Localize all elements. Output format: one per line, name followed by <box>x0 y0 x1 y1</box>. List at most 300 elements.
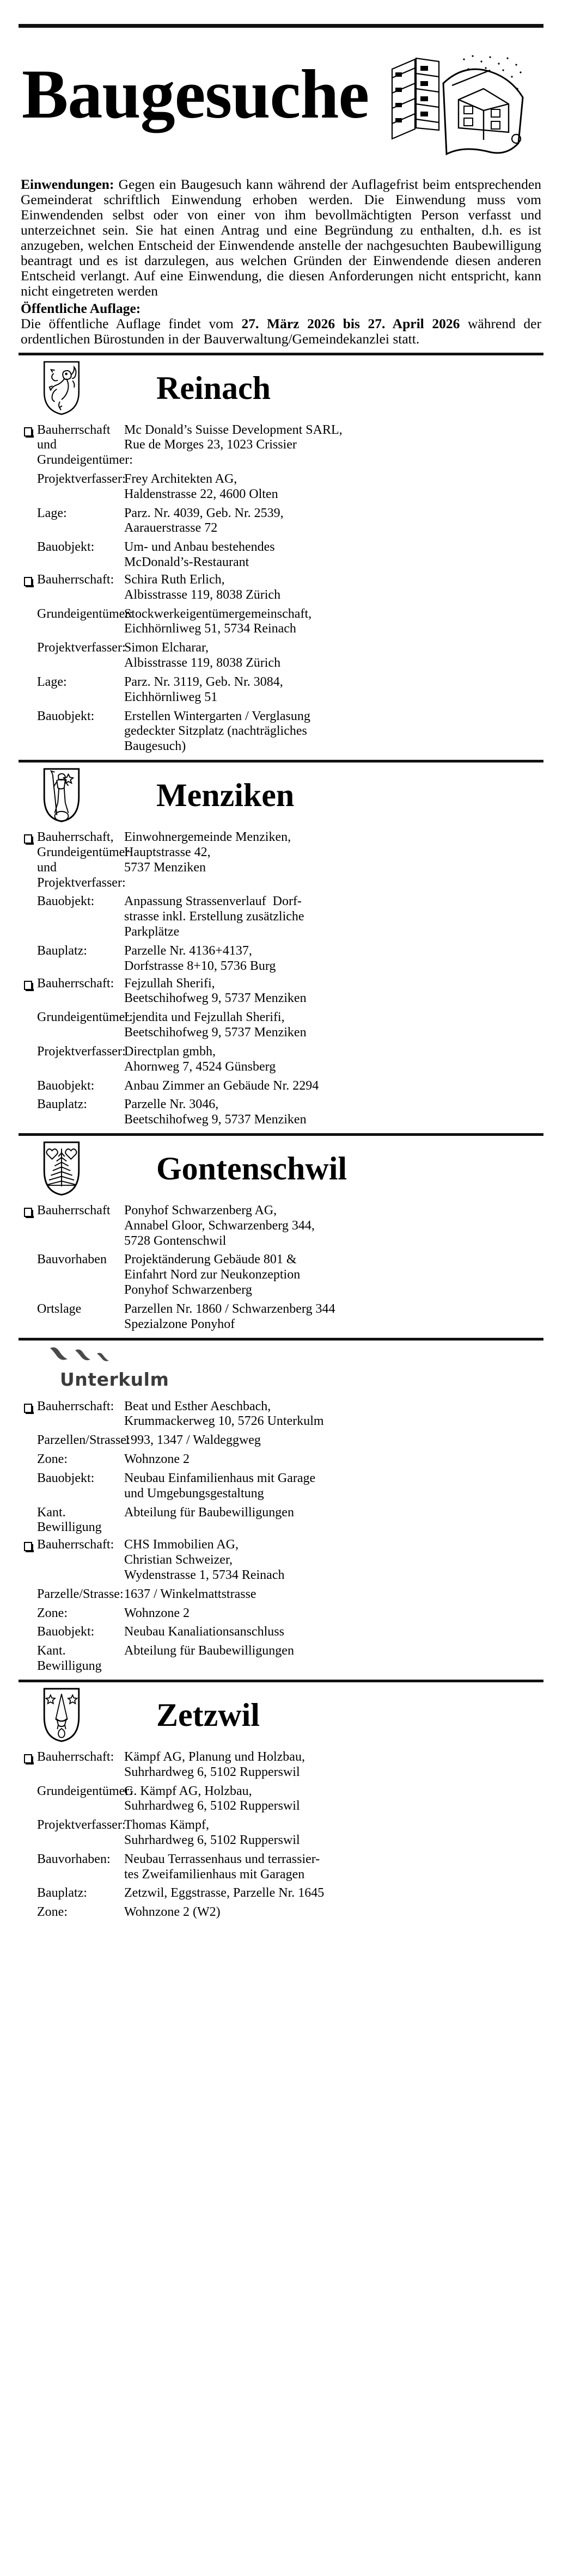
value-line: Haldenstrasse 22, 4600 Olten <box>124 487 278 501</box>
label-line: Bauherrschaft: <box>37 1399 114 1413</box>
bullet-cell <box>19 423 37 436</box>
entry-row <box>19 1097 543 1128</box>
value-line: Beat und Esther Aeschbach, <box>124 1399 271 1413</box>
value-line: Suhrhardweg 6, 5102 Rupperswil <box>124 1799 300 1813</box>
value-line: Beetschihofweg 9, 5737 Menziken <box>124 1025 307 1040</box>
label-line: Grundeigentümer: <box>37 606 133 621</box>
entry-row <box>19 1905 543 1920</box>
label-line: Bauplatz: <box>37 1097 87 1112</box>
entry-row <box>19 1452 543 1467</box>
entry-row <box>19 1538 543 1583</box>
value-line: Parz. Nr. 3119, Geb. Nr. 3084, <box>124 674 283 689</box>
label-line: Zone: <box>37 1606 68 1620</box>
field-value <box>122 675 543 705</box>
entry-row <box>19 1079 543 1094</box>
entry-row <box>19 830 543 890</box>
value-line: Directplan gmbh, <box>124 1044 216 1059</box>
field-value <box>122 1625 543 1640</box>
auflage-heading: Öffentliche Auflage: <box>21 300 141 317</box>
bullet-cell <box>19 1399 37 1413</box>
value-line: Wohnzone 2 <box>124 1452 190 1467</box>
value-line: Abteilung für Baubewilligungen <box>124 1505 294 1520</box>
label-line: Grundeigentümer <box>37 845 130 859</box>
label-line: Bauobjekt: <box>37 894 95 909</box>
value-line: CHS Immobilien AG, <box>124 1538 239 1552</box>
field-value <box>122 830 543 875</box>
entry-row <box>19 1433 543 1448</box>
baugesuch-entry <box>19 1203 543 1332</box>
value-line: Neubau Terrassenhaus und terrassier- <box>124 1852 320 1866</box>
bullet-cell <box>19 1044 37 1049</box>
value-line: Neubau Kanaliationsanschluss <box>124 1625 284 1639</box>
entry-row <box>19 1302 543 1332</box>
entry-row <box>19 1399 543 1430</box>
municipality-section <box>19 1680 543 1920</box>
field-label <box>37 1905 122 1920</box>
bullet-cell <box>19 472 37 476</box>
bullet-cell <box>19 1784 37 1788</box>
value-line: Hauptstrasse 42, <box>124 845 211 859</box>
municipality-list <box>19 353 543 1921</box>
value-line: Anbau Zimmer an Gebäude Nr. 2294 <box>124 1078 319 1093</box>
value-line: Parzelle Nr. 4136+4137, <box>124 943 252 958</box>
entry-row <box>19 1852 543 1883</box>
baugesuch-entry <box>19 1538 543 1674</box>
bullet-cell <box>19 1625 37 1629</box>
label-line: Zone: <box>37 1452 68 1467</box>
label-line: Bauplatz: <box>37 1886 87 1901</box>
value-line: McDonald’s-Restaurant <box>124 555 249 570</box>
man-with-spear-and-star-shield-icon <box>40 767 83 823</box>
label-line: und Projektverfasser: <box>37 860 126 890</box>
field-label <box>37 894 122 909</box>
entry-row <box>19 423 543 468</box>
field-label <box>37 1625 122 1640</box>
bullet-cell <box>19 506 37 511</box>
value-line: Albisstrasse 119, 8038 Zürich <box>124 656 281 671</box>
baugesuch-entry <box>19 1750 543 1920</box>
ploughshare-with-two-stars-shield-icon <box>40 1687 83 1743</box>
label-line: Grundeigentümer: <box>37 453 133 468</box>
field-value <box>122 1750 543 1780</box>
checkbox-bullet-icon <box>24 427 32 436</box>
field-value <box>122 1606 543 1621</box>
label-line: Bauobjekt: <box>37 540 95 555</box>
label-line: Bauobjekt: <box>37 709 95 723</box>
value-line: Suhrhardweg 6, 5102 Rupperswil <box>124 1833 300 1847</box>
value-line: tes Zweifamilienhaus mit Garagen <box>124 1867 305 1882</box>
label-line: Bauherrschaft, <box>37 830 114 845</box>
value-line: Ljendita und Fejzullah Sherifi, <box>124 1010 285 1025</box>
field-label <box>37 1471 122 1486</box>
entry-row <box>19 1505 543 1536</box>
field-label <box>37 472 126 487</box>
field-label <box>37 641 126 656</box>
bullet-cell <box>19 1505 37 1510</box>
field-label <box>37 1505 122 1536</box>
checkbox-bullet-icon <box>24 834 32 844</box>
auflage-text-1: Die öffentliche Auflage findet vom <box>21 316 242 332</box>
field-value <box>122 423 543 453</box>
value-line: Um- und Anbau bestehendes <box>124 540 275 555</box>
bullet-cell <box>19 1302 37 1306</box>
blueprint-building-icon <box>382 47 529 164</box>
label-line: Kant. Bewilligung <box>37 1505 102 1535</box>
label-line: Ortslage <box>37 1301 82 1316</box>
field-label <box>37 1852 122 1867</box>
field-label <box>37 606 133 622</box>
value-line: Fejzullah Sherifi, <box>124 976 215 991</box>
checkbox-bullet-icon <box>24 1208 32 1217</box>
municipality-header <box>19 1341 543 1397</box>
municipality-name: Gontenschwil <box>156 1150 347 1186</box>
entry-row <box>19 607 543 637</box>
label-line: Bauherrschaft: <box>37 572 114 587</box>
label-line: Lage: <box>37 674 67 689</box>
value-line: 1637 / Winkelmattstrasse <box>124 1587 256 1601</box>
bullet-cell <box>19 1818 37 1822</box>
entry-row <box>19 573 543 603</box>
field-label <box>37 830 130 890</box>
label-line: Bauvorhaben <box>37 1252 107 1267</box>
value-line: Beetschihofweg 9, 5737 Menziken <box>124 991 307 1006</box>
value-line: Einwohnergemeinde Menziken, <box>124 830 291 845</box>
entry-row <box>19 1587 543 1602</box>
value-line: Mc Donald’s Suisse Development SARL, <box>124 422 343 437</box>
field-value <box>122 1044 543 1075</box>
value-line: Kämpf AG, Planung und Holzbau, <box>124 1749 305 1764</box>
value-line: Simon Elcharar, <box>124 641 209 655</box>
value-line: Thomas Kämpf, <box>124 1818 209 1833</box>
field-value <box>122 1302 543 1332</box>
entry-row <box>19 1044 543 1075</box>
field-value <box>122 1010 543 1041</box>
field-value <box>122 1886 543 1901</box>
value-line: Frey Architekten AG, <box>124 472 237 486</box>
bullet-cell <box>19 1433 37 1437</box>
value-line: gedeckter Sitzplatz (nachträgliches <box>124 724 307 739</box>
label-line: Bauobjekt: <box>37 1625 95 1639</box>
label-line: Bauobjekt: <box>37 1471 95 1485</box>
municipality-logo <box>38 1345 218 1397</box>
value-line: Suhrhardweg 6, 5102 Rupperswil <box>124 1765 300 1779</box>
field-label <box>37 1399 122 1415</box>
field-value <box>122 1433 543 1448</box>
checkbox-bullet-icon <box>24 1542 32 1551</box>
label-line: Bauvorhaben: <box>37 1852 111 1866</box>
entry-row <box>19 641 543 671</box>
field-value <box>122 1818 543 1848</box>
entry-row <box>19 506 543 537</box>
label-line: Kant. Bewilligung <box>37 1644 102 1674</box>
municipality-header <box>19 763 543 828</box>
field-value <box>122 1852 543 1883</box>
value-line: Neubau Einfamilienhaus mit Garage <box>124 1471 316 1485</box>
bullet-cell <box>19 641 37 645</box>
field-value <box>122 1399 543 1430</box>
bullet-cell <box>19 573 37 586</box>
bullet-cell <box>19 1644 37 1648</box>
bullet-cell <box>19 1538 37 1551</box>
label-line: Projektverfasser: <box>37 1044 126 1059</box>
checkbox-bullet-icon <box>24 577 32 586</box>
label-line: Bauplatz: <box>37 943 87 958</box>
bullet-cell <box>19 1097 37 1102</box>
value-line: Eichhörnliweg 51 <box>124 690 218 704</box>
entry-row <box>19 1784 543 1815</box>
field-label <box>37 1886 122 1901</box>
field-label <box>37 1587 122 1602</box>
entry-row <box>19 1644 543 1674</box>
municipality-name: Zetzwil <box>156 1696 260 1733</box>
value-line: Parz. Nr. 4039, Geb. Nr. 2539, <box>124 506 284 520</box>
field-value <box>122 540 543 570</box>
lion-rampant-shield-icon <box>40 360 83 416</box>
value-line: Abteilung für Baubewilligungen <box>124 1644 294 1658</box>
baugesuch-entry <box>19 976 543 1128</box>
field-value <box>122 944 543 974</box>
entry-row <box>19 709 543 754</box>
baugesuch-entry <box>19 423 543 570</box>
value-line: Zetzwil, Eggstrasse, Parzelle Nr. 1645 <box>124 1886 325 1901</box>
field-value <box>122 1538 543 1583</box>
value-line: Ponyhof Schwarzenberg <box>124 1283 252 1298</box>
field-value <box>122 1784 543 1815</box>
field-label <box>37 1044 126 1060</box>
bullet-cell <box>19 1905 37 1909</box>
label-line: Bauherrschaft <box>37 1203 111 1218</box>
field-value <box>122 1905 543 1920</box>
value-line: Erstellen Wintergarten / Verglasung <box>124 709 310 723</box>
field-label <box>37 1750 122 1765</box>
entry-row <box>19 675 543 705</box>
field-value <box>122 976 543 1007</box>
bullet-cell <box>19 1452 37 1456</box>
field-label <box>37 1302 122 1317</box>
entry-row <box>19 540 543 570</box>
field-value <box>122 573 543 603</box>
bullet-cell <box>19 830 37 844</box>
value-line: Krummackerweg 10, 5726 Unterkulm <box>124 1414 324 1429</box>
field-label <box>37 944 122 959</box>
entry-row <box>19 1606 543 1621</box>
value-line: Parzelle Nr. 3046, <box>124 1097 219 1112</box>
bullet-cell <box>19 1606 37 1610</box>
label-line: Parzelle/Strasse: <box>37 1587 124 1601</box>
page-title: Baugesuche <box>22 56 369 133</box>
value-line: Wohnzone 2 (W2) <box>124 1905 221 1920</box>
value-line: Annabel Gloor, Schwarzenberg 344, <box>124 1218 315 1233</box>
field-value <box>122 506 543 537</box>
masthead-top-rule <box>19 24 543 28</box>
field-value <box>122 1644 543 1659</box>
field-label <box>37 1079 122 1094</box>
municipality-header <box>19 1136 543 1201</box>
field-label <box>37 1818 126 1833</box>
bullet-cell <box>19 1852 37 1856</box>
baugesuch-entry <box>19 830 543 974</box>
field-label <box>37 1538 122 1553</box>
checkbox-bullet-icon <box>24 981 32 990</box>
entry-row <box>19 944 543 974</box>
label-line: Projektverfasser: <box>37 472 126 486</box>
field-value <box>122 1452 543 1467</box>
entry-row <box>19 1203 543 1249</box>
baugesuch-entry <box>19 573 543 754</box>
field-label <box>37 1452 122 1467</box>
field-label <box>37 709 122 724</box>
label-line: Bauobjekt: <box>37 1078 95 1093</box>
field-label <box>37 422 133 468</box>
value-line: Stockwerkeigentümergemeinschaft, <box>124 606 312 621</box>
municipality-name: Unterkulm <box>60 1368 169 1390</box>
bullet-cell <box>19 894 37 899</box>
value-line: 1993, 1347 / Waldeggweg <box>124 1433 261 1448</box>
value-line: Ponyhof Schwarzenberg AG, <box>124 1203 277 1218</box>
field-label <box>37 1784 133 1799</box>
intro-body: Gegen ein Baugesuch kann während der Auflagefrist beim entsprechenden Gemeinderat schriftlich Einwendung erhoben werden. Die Einwendung muss vom Einwendenden selbst oder von einer von ihm bevollmächtigten Person verfasst und unterzeichnet sein. Sie hat einen Antrag und eine Begründung zu enthalten, d.h. es ist anzugeben, welchen Entscheid der Einwendende anstelle der nachgesuchten Baubewilligung beantragt und es ist darzulegen, aus welchen Gründen der Einwendende diesen anderen Entscheid verlangt. Auf eine Einwendung, die diesen Anforderungen nicht entspricht, kann nicht eingetreten werden <box>21 176 541 299</box>
field-label <box>37 1644 122 1674</box>
auflage-date: 27. März 2026 bis 27. April 2026 <box>241 316 460 332</box>
value-line: 5737 Menziken <box>124 860 206 875</box>
checkbox-bullet-icon <box>24 1754 32 1763</box>
field-label <box>37 675 122 690</box>
label-line: Projektverfasser: <box>37 641 126 655</box>
entry-row <box>19 1471 543 1502</box>
municipality-section <box>19 1133 543 1332</box>
value-line: und Umgebungsgestaltung <box>124 1486 264 1501</box>
entry-row <box>19 1818 543 1848</box>
value-line: Ahornweg 7, 4524 Günsberg <box>124 1059 276 1074</box>
bullet-cell <box>19 607 37 611</box>
entry-row <box>19 472 543 502</box>
field-label <box>37 1606 122 1621</box>
field-label <box>37 1097 122 1112</box>
bullet-cell <box>19 1252 37 1257</box>
entry-row <box>19 1750 543 1780</box>
municipality-section <box>19 1338 543 1674</box>
label-line: Lage: <box>37 506 67 520</box>
field-value <box>122 1252 543 1298</box>
municipality-header <box>19 355 543 421</box>
label-line: Bauherrschaft: <box>37 1749 114 1764</box>
bullet-cell <box>19 1079 37 1083</box>
entry-row <box>19 894 543 939</box>
bullet-cell <box>19 1750 37 1763</box>
field-value <box>122 1079 543 1094</box>
value-line: Projektänderung Gebäude 801 & <box>124 1252 297 1267</box>
value-line: Beetschihofweg 9, 5737 Menziken <box>124 1112 307 1127</box>
field-label <box>37 976 122 992</box>
value-line: Wydenstrasse 1, 5734 Reinach <box>124 1567 285 1582</box>
value-line: Einfahrt Nord zur Neukonzeption <box>124 1268 301 1282</box>
value-line: Spezialzone Ponyhof <box>124 1317 235 1331</box>
value-line: Eichhörnliweg 51, 5734 Reinach <box>124 622 296 636</box>
auflage-text-2: während der ordentlichen Bürostunden in der Bauverwaltung/Gemeindekanzlei statt. <box>21 316 541 347</box>
value-line: Parkplätze <box>124 925 180 939</box>
field-label <box>37 540 122 555</box>
bullet-cell <box>19 1886 37 1890</box>
bullet-cell <box>19 675 37 679</box>
field-value <box>122 1505 543 1521</box>
value-line: Anpassung Strassenverlauf Dorf- <box>124 894 302 909</box>
value-line: Wohnzone 2 <box>124 1606 190 1620</box>
field-value <box>122 1203 543 1249</box>
label-line: Bauherrschaft: <box>37 1538 114 1552</box>
fir-tree-with-two-hearts-shield-icon <box>40 1140 83 1197</box>
field-label <box>37 1010 133 1025</box>
municipality-name: Reinach <box>156 370 271 406</box>
municipality-section <box>19 353 543 755</box>
intro-paragraph <box>21 177 541 299</box>
municipality-name: Menziken <box>156 777 295 814</box>
bullet-cell <box>19 1203 37 1217</box>
bullet-cell <box>19 976 37 990</box>
entry-row <box>19 1010 543 1041</box>
value-line: Aarauerstrasse 72 <box>124 521 218 536</box>
bullet-cell <box>19 1010 37 1015</box>
field-value <box>122 1587 543 1602</box>
field-label <box>37 1203 122 1219</box>
intro-text <box>19 177 543 347</box>
field-label <box>37 573 122 588</box>
label-line: Parzellen/Strasse: <box>37 1433 130 1448</box>
label-line: Grundeigentümer: <box>37 1010 133 1025</box>
label-line: Bauherrschaft und <box>37 422 111 452</box>
value-line: Dorfstrasse 8+10, 5736 Burg <box>124 958 276 973</box>
bullet-cell <box>19 709 37 714</box>
municipality-header <box>19 1682 543 1748</box>
label-line: Grundeigentümer: <box>37 1784 133 1798</box>
value-line: Christian Schweizer, <box>124 1553 233 1567</box>
value-line: G. Kämpf AG, Holzbau, <box>124 1784 252 1798</box>
bullet-cell <box>19 1471 37 1475</box>
value-line: Parzellen Nr. 1860 / Schwarzenberg 344 <box>124 1301 335 1316</box>
label-line: Zone: <box>37 1905 68 1920</box>
municipality-section <box>19 760 543 1128</box>
field-value <box>122 641 543 671</box>
field-value <box>122 607 543 637</box>
entry-row <box>19 1625 543 1640</box>
field-value <box>122 472 543 502</box>
value-line: strasse inkl. Erstellung zusätzliche <box>124 909 304 924</box>
baugesuche-page <box>0 24 562 1929</box>
label-line: Bauherrschaft: <box>37 976 114 991</box>
bullet-cell <box>19 540 37 544</box>
entry-row <box>19 976 543 1007</box>
field-value <box>122 1097 543 1128</box>
value-line: Rue de Morges 23, 1023 Crissier <box>124 438 297 452</box>
field-value <box>122 709 543 754</box>
field-value <box>122 1471 543 1502</box>
entry-row <box>19 1252 543 1298</box>
baugesuch-entry <box>19 1399 543 1536</box>
three-wave-marks-logo-icon <box>48 1345 130 1370</box>
checkbox-bullet-icon <box>24 1404 32 1413</box>
field-label <box>37 1433 130 1448</box>
bullet-cell <box>19 1587 37 1591</box>
masthead <box>19 28 543 175</box>
value-line: 5728 Gontenschwil <box>124 1233 227 1248</box>
label-line: Projektverfasser: <box>37 1818 126 1833</box>
bullet-cell <box>19 944 37 948</box>
entry-row <box>19 1886 543 1901</box>
field-label <box>37 506 122 521</box>
value-line: Schira Ruth Erlich, <box>124 572 225 587</box>
value-line: Albisstrasse 119, 8038 Zürich <box>124 587 281 602</box>
value-line: Baugesuch) <box>124 739 186 754</box>
intro-lead-label: Einwendungen: <box>21 176 114 192</box>
